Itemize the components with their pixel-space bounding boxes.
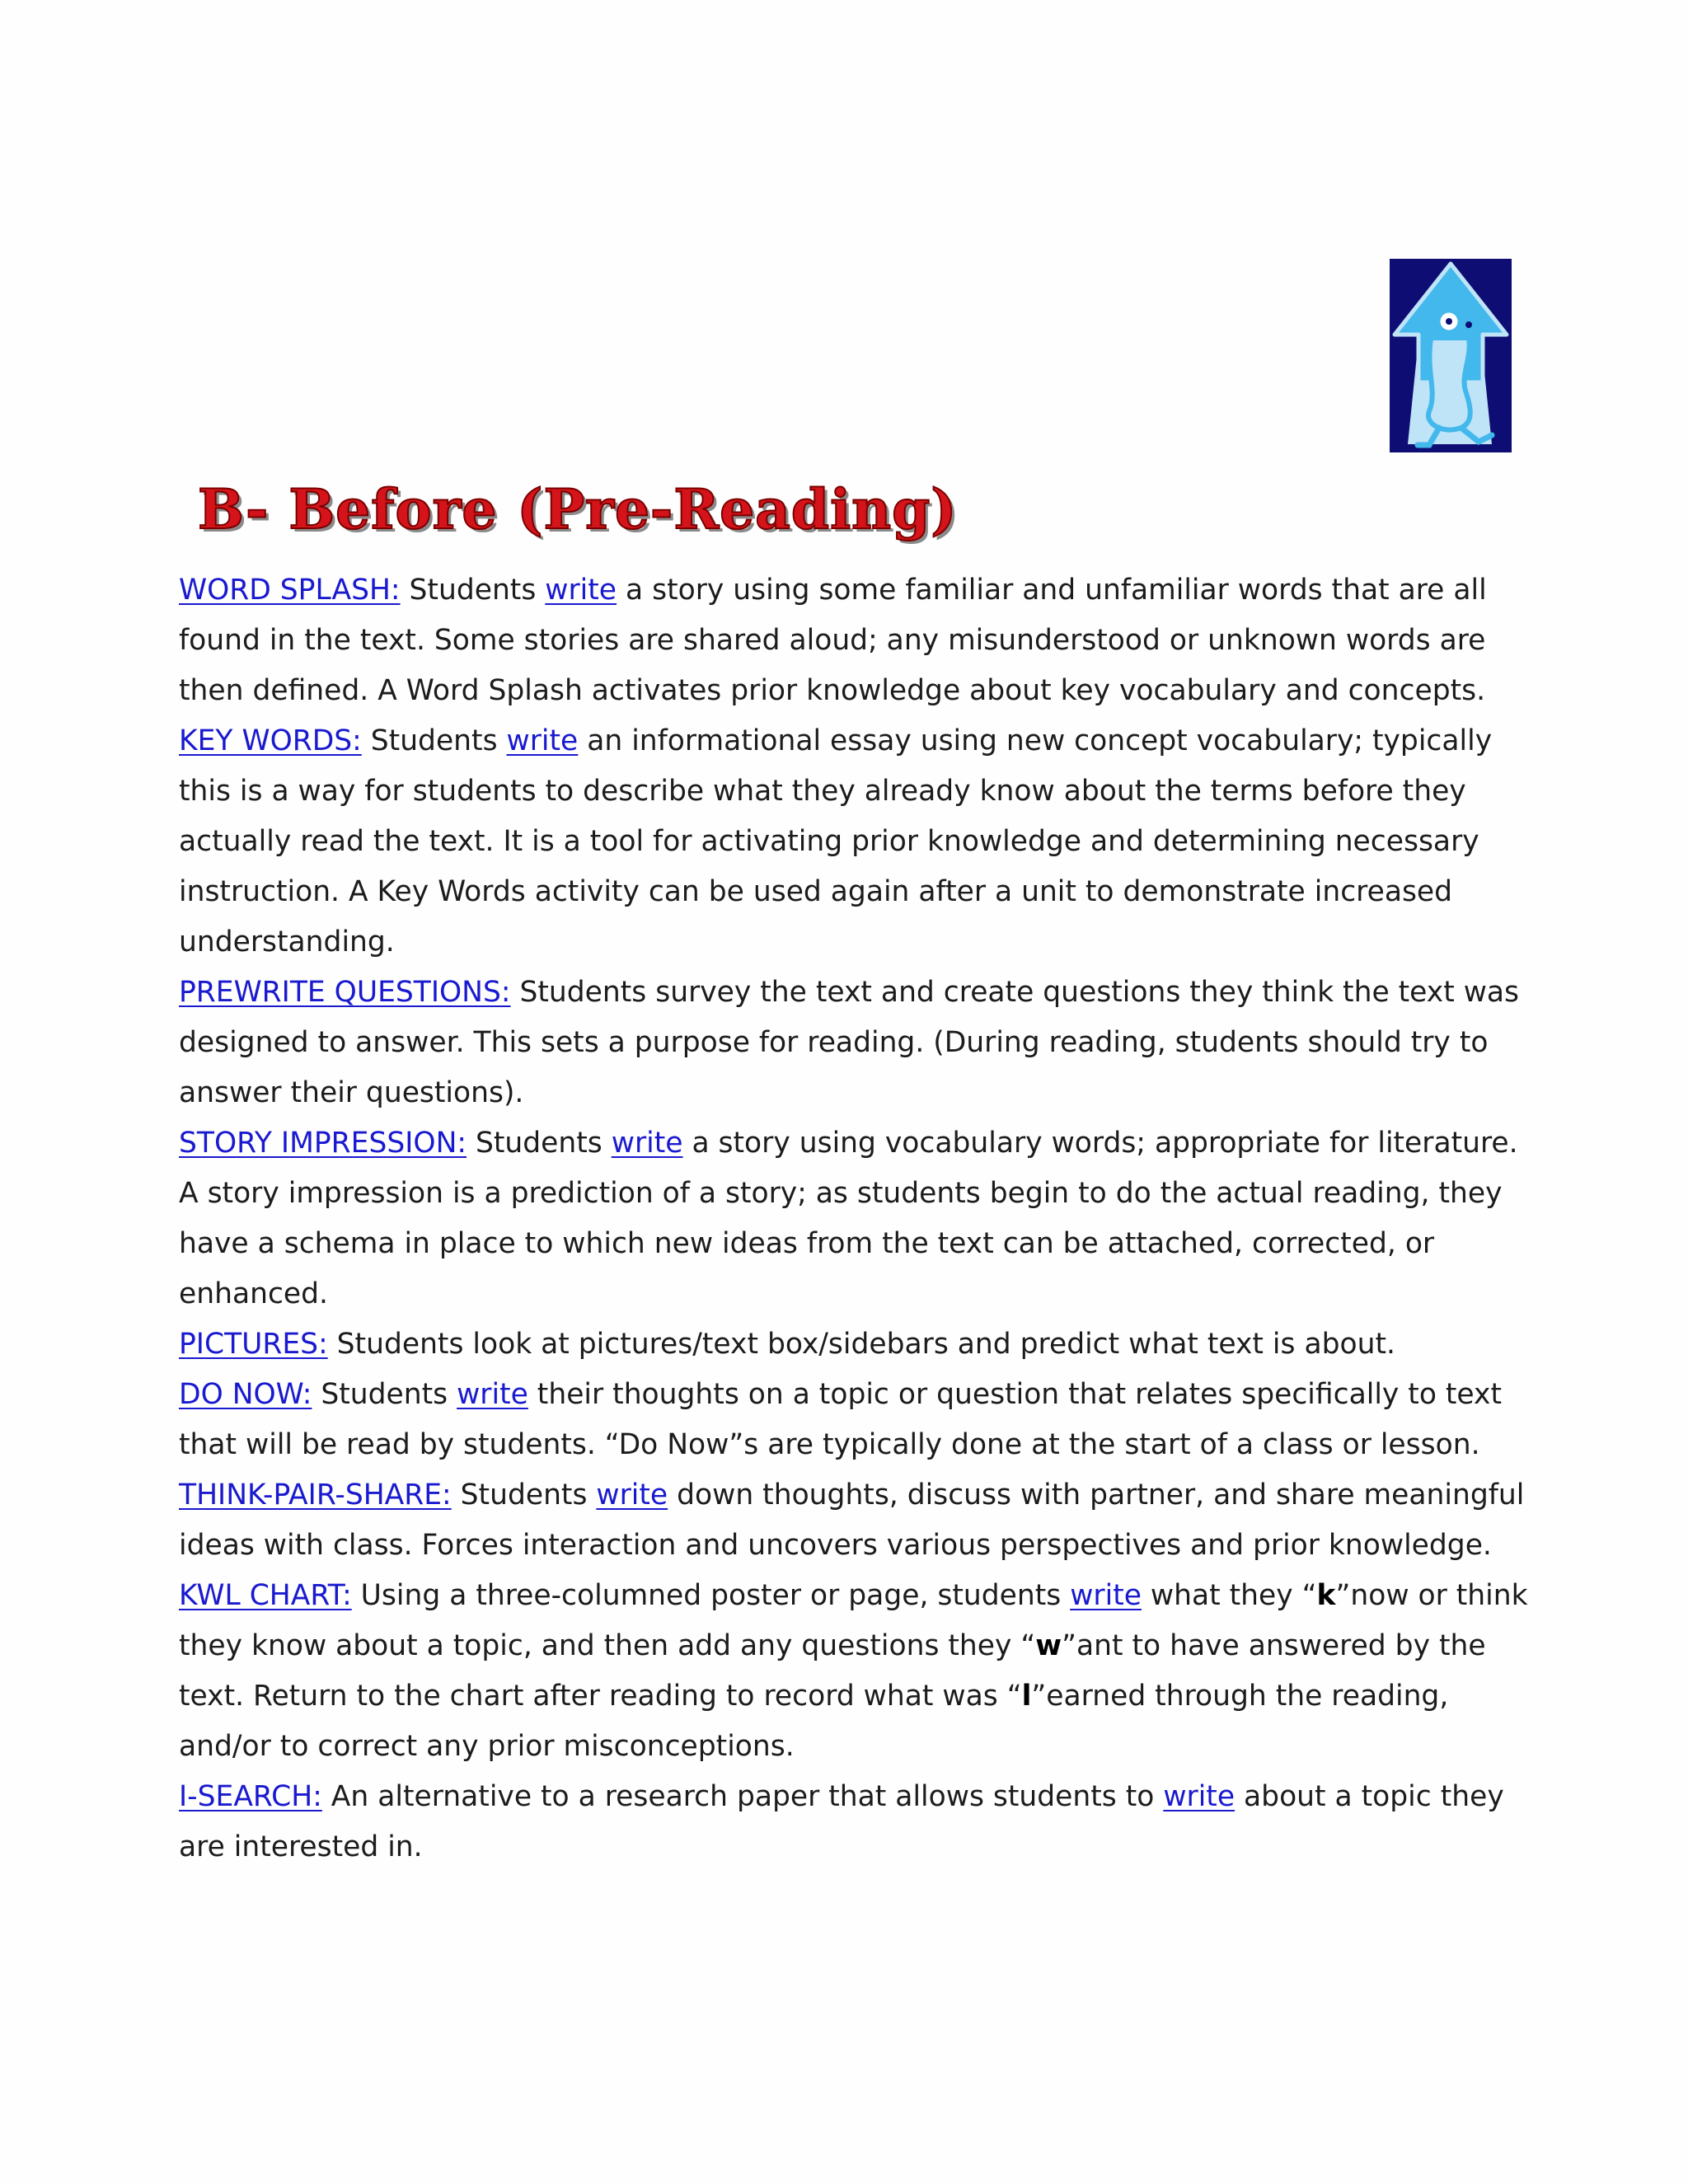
entry-text: ”ant to have answered by the text. Return to the chart after reading to record what was “ bbox=[179, 1629, 1486, 1713]
write-link[interactable]: write bbox=[545, 574, 617, 607]
entry-text: An alternative to a research paper that allows students to bbox=[321, 1780, 1164, 1813]
entry-i-search bbox=[179, 1772, 1531, 1872]
entry-text: down thoughts, discuss with partner, and share meaningful ideas with class. Forces interaction and uncovers various perspectives and prior knowledge. bbox=[179, 1479, 1525, 1562]
entry-text: Students survey the text and create questions they think the text was designed to answer. This sets a purpose for reading. (During reading, students should try to answer their questions). bbox=[179, 976, 1520, 1109]
write-link[interactable]: write bbox=[1070, 1579, 1142, 1612]
term-link-kwl-chart[interactable]: KWL CHART: bbox=[179, 1579, 352, 1612]
entry-prewrite-questions bbox=[179, 968, 1531, 1118]
kwl-letter-l: l bbox=[1021, 1680, 1032, 1713]
entry-text: Students bbox=[451, 1479, 597, 1511]
entry-text: an informational essay using new concept vocabulary; typically this is a way for students to describe what they already know about the terms before they actually read the text. It is a tool for activating prior knowledge and determining necessary instruction. A Key Words activity can be used again after a unit to demonstrate increased understanding. bbox=[179, 724, 1493, 958]
entry-text: Students bbox=[400, 574, 546, 607]
entry-text: ”now or think they know about a topic, and then add any questions they “ bbox=[179, 1579, 1528, 1662]
arrow-character-icon bbox=[1390, 259, 1512, 452]
term-link-story-impression[interactable]: STORY IMPRESSION: bbox=[179, 1127, 467, 1160]
write-link[interactable]: write bbox=[596, 1479, 668, 1511]
strategy-list bbox=[179, 565, 1531, 1872]
term-link-word-splash[interactable]: WORD SPLASH: bbox=[179, 574, 401, 607]
entry-word-splash bbox=[179, 565, 1531, 716]
entry-text: ”earned through the reading, and/or to correct any prior misconceptions. bbox=[179, 1680, 1449, 1763]
entry-think-pair-share bbox=[179, 1470, 1531, 1571]
entry-text: their thoughts on a topic or question that relates specifically to text that will be read by students. “Do Now”s are typically done at the start of a class or lesson. bbox=[179, 1378, 1502, 1461]
entry-text: a story using some familiar and unfamiliar words that are all found in the text. Some stories are shared aloud; any misunderstood or unknown words are then defined. A Word Splash activates prior knowledge about key vocabulary and concepts. bbox=[179, 574, 1487, 707]
entry-text: Students bbox=[467, 1127, 612, 1160]
write-link[interactable]: write bbox=[457, 1378, 528, 1411]
page-title: B- Before (Pre-Reading) bbox=[198, 477, 958, 541]
term-link-prewrite-questions[interactable]: PREWRITE QUESTIONS: bbox=[179, 976, 511, 1009]
entry-story-impression bbox=[179, 1118, 1531, 1319]
entry-text: about a topic they are interested in. bbox=[179, 1780, 1504, 1863]
write-link[interactable]: write bbox=[1163, 1780, 1236, 1813]
entry-text: Students bbox=[312, 1378, 457, 1411]
kwl-letter-w: w bbox=[1035, 1629, 1062, 1662]
write-link[interactable]: write bbox=[506, 724, 579, 757]
write-link[interactable]: write bbox=[611, 1127, 683, 1160]
entry-pictures bbox=[179, 1319, 1531, 1370]
kwl-letter-k: k bbox=[1316, 1579, 1336, 1612]
entry-do-now bbox=[179, 1370, 1531, 1470]
term-link-think-pair-share[interactable]: THINK-PAIR-SHARE: bbox=[179, 1479, 452, 1511]
term-link-key-words[interactable]: KEY WORDS: bbox=[179, 724, 362, 757]
entry-text: Using a three-columned poster or page, students bbox=[351, 1579, 1071, 1612]
entry-text: a story using vocabulary words; appropriate for literature. A story impression is a prediction of a story; as students begin to do the actual reading, they have a schema in place to which new ideas from the text can be attached, corrected, or enhanced. bbox=[179, 1127, 1518, 1310]
term-link-i-search[interactable]: I-SEARCH: bbox=[179, 1780, 322, 1813]
entry-text: Students bbox=[361, 724, 507, 757]
term-link-do-now[interactable]: DO NOW: bbox=[179, 1378, 312, 1411]
term-link-pictures[interactable]: PICTURES: bbox=[179, 1328, 328, 1361]
entry-text: Students look at pictures/text box/sidebars and predict what text is about. bbox=[327, 1328, 1395, 1361]
entry-text: what they “ bbox=[1141, 1579, 1317, 1612]
entry-key-words bbox=[179, 716, 1531, 968]
entry-kwl-chart bbox=[179, 1571, 1531, 1772]
